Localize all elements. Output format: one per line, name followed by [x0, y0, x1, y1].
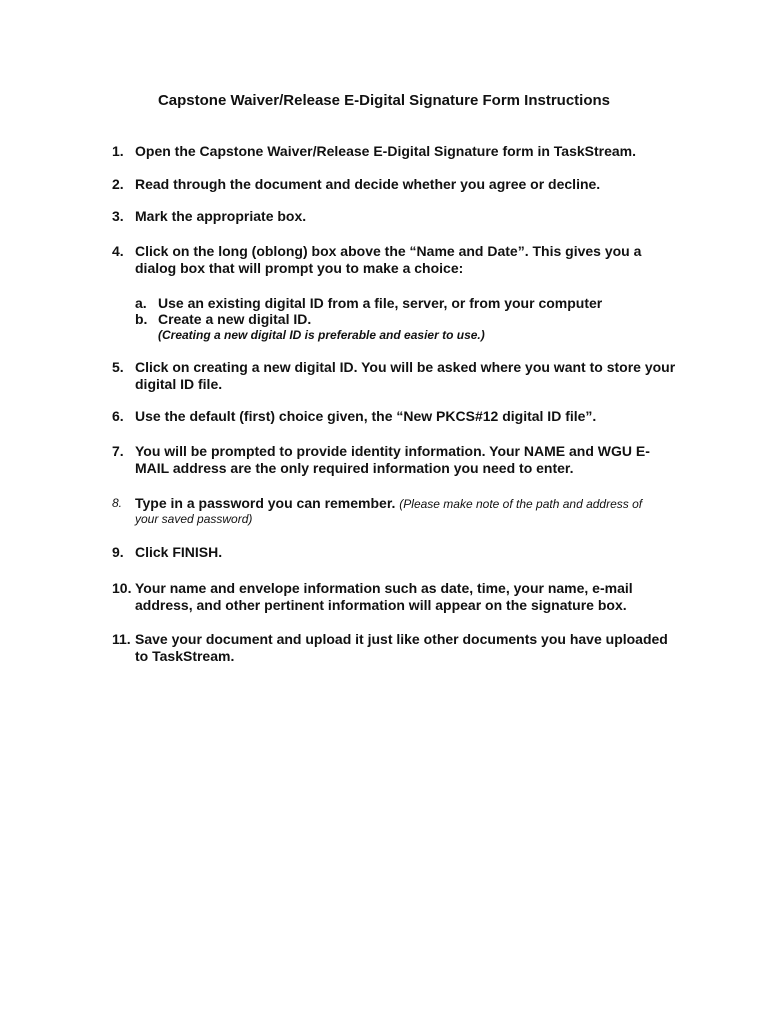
step-line: Read through the document and decide whether you agree or decline. — [135, 176, 601, 192]
step-line: to TaskStream. — [135, 648, 235, 664]
sub-item-text: Create a new digital ID. — [158, 311, 312, 327]
step-number: 9. — [112, 544, 124, 560]
step-line: Save your document and upload it just like other documents you have uploaded — [135, 631, 668, 647]
sub-item-note: (Creating a new digital ID is preferable and easier to use.) — [158, 328, 485, 342]
step-number: 10. — [112, 580, 132, 596]
step-line: Click on creating a new digital ID. You will be asked where you want to store your — [135, 359, 676, 375]
step-line: MAIL address are the only required information you need to enter. — [135, 460, 574, 476]
step-number: 4. — [112, 243, 124, 259]
step-line: Your name and envelope information such as date, time, your name, e-mail — [135, 580, 633, 596]
step-number: 11. — [112, 631, 131, 647]
step-line — [135, 495, 680, 512]
step-number: 1. — [112, 143, 124, 159]
step-number: 5. — [112, 359, 124, 375]
sub-item-letter: b. — [135, 311, 148, 327]
step-text — [135, 243, 680, 277]
sub-item-letter: a. — [135, 295, 147, 311]
step-text — [135, 143, 680, 160]
step-line: dialog box that will prompt you to make a choice: — [135, 260, 464, 276]
step-line: Use the default (first) choice given, the “New PKCS#12 digital ID file”. — [135, 408, 597, 424]
step-note-text: your saved password) — [135, 512, 253, 526]
step-line: address, and other pertinent information will appear on the signature box. — [135, 597, 627, 613]
step-line: Mark the appropriate box. — [135, 208, 307, 224]
step-text — [135, 580, 680, 614]
step-text — [135, 408, 680, 425]
step-text — [135, 544, 680, 561]
step-number: 8. — [112, 496, 123, 510]
step-line: Open the Capstone Waiver/Release E-Digital Signature form in TaskStream. — [135, 143, 637, 159]
document-title: Capstone Waiver/Release E-Digital Signature Form Instructions — [157, 92, 611, 109]
step-text — [135, 631, 680, 665]
step-number: 6. — [112, 408, 124, 424]
step-text — [135, 208, 680, 225]
step-text — [135, 359, 680, 393]
step-line: You will be prompted to provide identity information. Your NAME and WGU E- — [135, 443, 650, 459]
step-number: 7. — [112, 443, 124, 459]
step-line: digital ID file. — [135, 376, 223, 392]
step-note-text: (Please make note of the path and address of — [399, 497, 643, 511]
step-number: 2. — [112, 176, 124, 192]
step-number: 3. — [112, 208, 124, 224]
step-text — [135, 443, 680, 477]
step-line: Click on the long (oblong) box above the “Name and Date”. This gives you a — [135, 243, 642, 259]
step-text — [135, 176, 680, 193]
sub-item-text: Use an existing digital ID from a file, server, or from your computer — [158, 295, 603, 311]
step-text — [135, 495, 680, 528]
step-main-text: Type in a password you can remember. — [135, 495, 396, 511]
step-line: Click FINISH. — [135, 544, 223, 560]
